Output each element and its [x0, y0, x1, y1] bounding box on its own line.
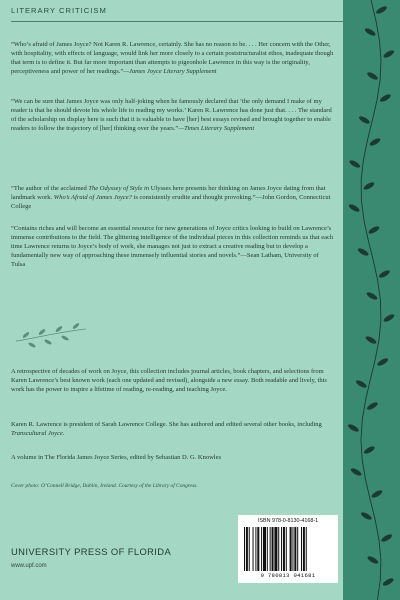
barcode-icon — [244, 527, 332, 571]
decorative-side-strip — [343, 0, 400, 600]
author-bio-text: . — [62, 430, 65, 438]
quote-text: “We can be sure that James Joyce was only half-joking when he famously declared that ‘the only demand I make of my reader is that he should devote his whole life to reading my works.’ Karen R. Lawrence has done just that. . . . The standard of the scholarship on display here is such that it is valuable to have [her] best essays revised and brought together to enable readers to follow the trajectory of [her] thinking over the years.” — [11, 98, 332, 133]
publisher-url: www.upf.com — [11, 563, 47, 569]
leaf-pattern-icon — [343, 0, 400, 600]
series-note — [11, 453, 334, 462]
review-quote-1 — [11, 40, 334, 76]
quote-text: “Who’s afraid of James Joyce? Not Karen R. Lawrence, certainly. She has no reason to be. . . . Her concern with the Other, with hospitality, with effects of language, would link her more closely to a certain poststructuralist ethos, inadequate though that term is to define it. But far more important than attempts to pigeonhole Lawrence in this way is the originality, perceptiveness and power of her readings.” — [11, 41, 334, 76]
review-quote-3 — [11, 184, 334, 211]
book-title: Transcultural Joyce — [11, 430, 63, 438]
decorative-sprig-icon — [12, 321, 92, 353]
quote-text: “The author of the acclaimed — [11, 185, 89, 192]
quote-attribution: —John Gordon, Connecticut College — [11, 194, 331, 211]
quote-text: Ulysses here presents her thinking on James Joyce dating from that landmark work. — [11, 185, 326, 202]
review-quote-4 — [11, 224, 334, 269]
quote-title: Who’s Afraid of James Joyce? — [53, 194, 132, 202]
header-divider — [11, 21, 343, 22]
quote-attribution: —Sean Latham, University of Tulsa — [11, 252, 319, 269]
quote-text: is consistently erudite and thought provoking.” — [131, 194, 256, 202]
series-text: A volume in The Florida James Joyce Series, edited by Sebastian D. G. Knowles — [11, 454, 222, 461]
book-description: A retrospective of decades of work on Joyce, this collection includes journal articles, book chapters, and selections from Karen Lawrence’s best known work (each one updated and revised), alongside a new essay. Both readable and lively, this work has the power to inspire a lifetime of reading, re-reading, and teaching Joyce. — [11, 368, 327, 394]
quote-text: “Contains riches and will become an essential resource for new generations of Joyce critics looking to build on Lawrence’s immense contributions to the field. The glittering intelligence of the individual pieces in this collection reminds us that each time Lawrence returns to Joyce’s body of work, she manages not just to extract a creative reading but to develop a fundamentally new way of approaching these immensely influential stories and novels.” — [11, 225, 334, 260]
author-bio — [11, 420, 334, 438]
quote-attribution: —James Joyce Literary Supplement — [123, 68, 217, 76]
quote-attribution: —Times Literary Supplement — [178, 125, 255, 133]
category-label: LITERARY CRITICISM — [11, 6, 107, 15]
barcode-number: 9 780813 041681 — [260, 572, 316, 579]
isbn-label: ISBN 978-0-8130-4168-1 — [257, 518, 319, 524]
quote-title: The Odyssey of Style in — [88, 185, 150, 192]
publisher-name: UNIVERSITY PRESS OF FLORIDA — [11, 546, 172, 557]
author-bio-text: Karen R. Lawrence is president of Sarah Lawrence College. She has authored and edited several other books, including — [11, 421, 322, 428]
review-quote-2 — [11, 97, 334, 133]
cover-credit: Cover photo: O’Connell Bridge, Dublin, Ireland. Courtesy of the Library of Congress. — [11, 483, 198, 489]
barcode-box — [238, 515, 338, 583]
